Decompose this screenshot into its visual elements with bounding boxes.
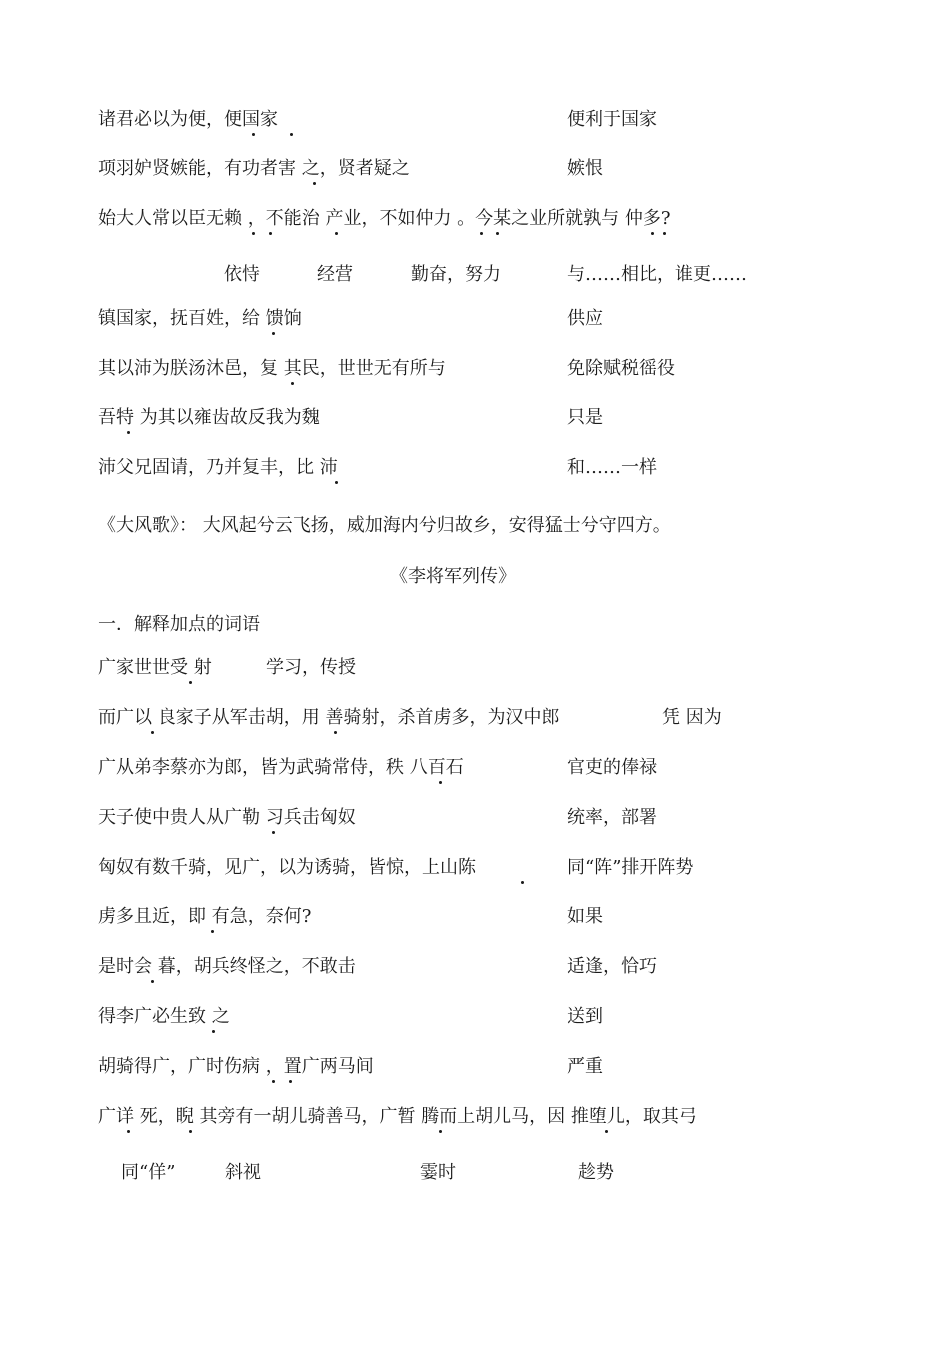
sentence-12: 匈奴有数千骑，见广，以为诱骑，皆惊，上山陈 [98, 857, 476, 878]
sentence-15: 得李广必生致 之 [98, 1006, 230, 1027]
emphasis-dot [212, 1030, 215, 1033]
emphasis-dot [252, 232, 255, 235]
meaning-4: 供应 [567, 308, 603, 329]
gloss-8: 趁势 [578, 1162, 614, 1183]
emphasis-dot [211, 930, 214, 933]
emphasis-dot [272, 831, 275, 834]
emphasis-dot [651, 232, 654, 235]
emphasis-dot [252, 133, 255, 136]
meaning-6: 只是 [567, 407, 603, 428]
subheading: 一．解释加点的词语 [98, 614, 260, 635]
gloss-1: 依恃 [224, 264, 260, 285]
meaning-11: 统率，部署 [567, 807, 657, 828]
emphasis-dot [189, 1130, 192, 1133]
meaning-15: 送到 [567, 1006, 603, 1027]
emphasis-dot [291, 382, 294, 385]
emphasis-dot [272, 1080, 275, 1083]
emphasis-dot [269, 232, 272, 235]
sentence-2: 项羽妒贤嫉能，有功者害 之，贤者疑之 [98, 158, 410, 179]
emphasis-dot [334, 731, 337, 734]
emphasis-dot [127, 431, 130, 434]
sentence-17: 广详 死，睨 其旁有一胡儿骑善马，广暂 腾而上胡儿马，因 推堕儿，取其弓 [98, 1106, 697, 1127]
sentence-11: 天子使中贵人从广勒 习兵击匈奴 [98, 807, 356, 828]
sentence-14: 是时会 暮，胡兵终怪之，不敢击 [98, 956, 356, 977]
sentence-9: 而广以 良家子从军击胡，用 善骑射，杀首虏多，为汉中郎 [98, 707, 560, 728]
emphasis-dot [605, 1130, 608, 1133]
section-title: 《李将军列传》 [390, 566, 516, 587]
emphasis-dot [663, 232, 666, 235]
meaning-2: 嫉恨 [567, 158, 603, 179]
gloss-4: 与……相比，谁更…… [567, 264, 747, 285]
emphasis-dot [290, 133, 293, 136]
meaning-16: 严重 [567, 1056, 603, 1077]
gloss-3: 勤奋，努力 [411, 264, 501, 285]
emphasis-dot [127, 1130, 130, 1133]
emphasis-dot [289, 1080, 292, 1083]
sentence-6: 吾特 为其以雍齿故反我为魏 [98, 407, 320, 428]
sentence-10: 广从弟李蔡亦为郎，皆为武骑常侍，秩 八百石 [98, 757, 464, 778]
meaning-13: 如果 [567, 906, 603, 927]
sentence-16: 胡骑得广，广时伤病 ，置广两马间 [98, 1056, 374, 1077]
emphasis-dot [151, 731, 154, 734]
meaning-5: 免除赋税徭役 [567, 358, 675, 379]
meaning-8: 学习，传授 [266, 657, 356, 678]
emphasis-dot [496, 232, 499, 235]
emphasis-dot [521, 881, 524, 884]
emphasis-dot [189, 681, 192, 684]
emphasis-dot [151, 980, 154, 983]
sentence-3: 始大人常以臣无赖 ，不能治 产业，不如仲力 。今某之业所就孰与 仲多? [98, 208, 671, 229]
emphasis-dot [335, 232, 338, 235]
sentence-7: 沛父兄固请，乃并复丰，比 沛 [98, 457, 338, 478]
sentence-4: 镇国家，抚百姓，给 馈饷 [98, 308, 302, 329]
meaning-12: 同“阵”排开阵势 [567, 857, 694, 878]
meaning-1: 便利于国家 [567, 109, 657, 130]
gloss-6: 斜视 [225, 1162, 261, 1183]
emphasis-dot [480, 232, 483, 235]
sentence-13: 虏多且近，即 有急，奈何? [98, 906, 312, 927]
emphasis-dot [272, 332, 275, 335]
meaning-9: 凭 因为 [662, 707, 722, 728]
emphasis-dot [335, 481, 338, 484]
sentence-8: 广家世世受 射 [98, 657, 212, 678]
sentence-1: 诸君必以为便，便国家 [98, 109, 278, 130]
gloss-5: 同“佯” [121, 1162, 176, 1183]
meaning-14: 适逢，恰巧 [567, 956, 657, 977]
emphasis-dot [439, 1130, 442, 1133]
meaning-10: 官吏的俸禄 [567, 757, 657, 778]
emphasis-dot [313, 182, 316, 185]
sentence-5: 其以沛为朕汤沐邑，复 其民，世世无有所与 [98, 358, 446, 379]
meaning-7: 和……一样 [567, 457, 657, 478]
poem-line: 《大风歌》： 大风起兮云飞扬，威加海内兮归故乡，安得猛士兮守四方。 [98, 515, 671, 536]
gloss-2: 经营 [317, 264, 353, 285]
emphasis-dot [439, 781, 442, 784]
gloss-7: 霎时 [420, 1162, 456, 1183]
